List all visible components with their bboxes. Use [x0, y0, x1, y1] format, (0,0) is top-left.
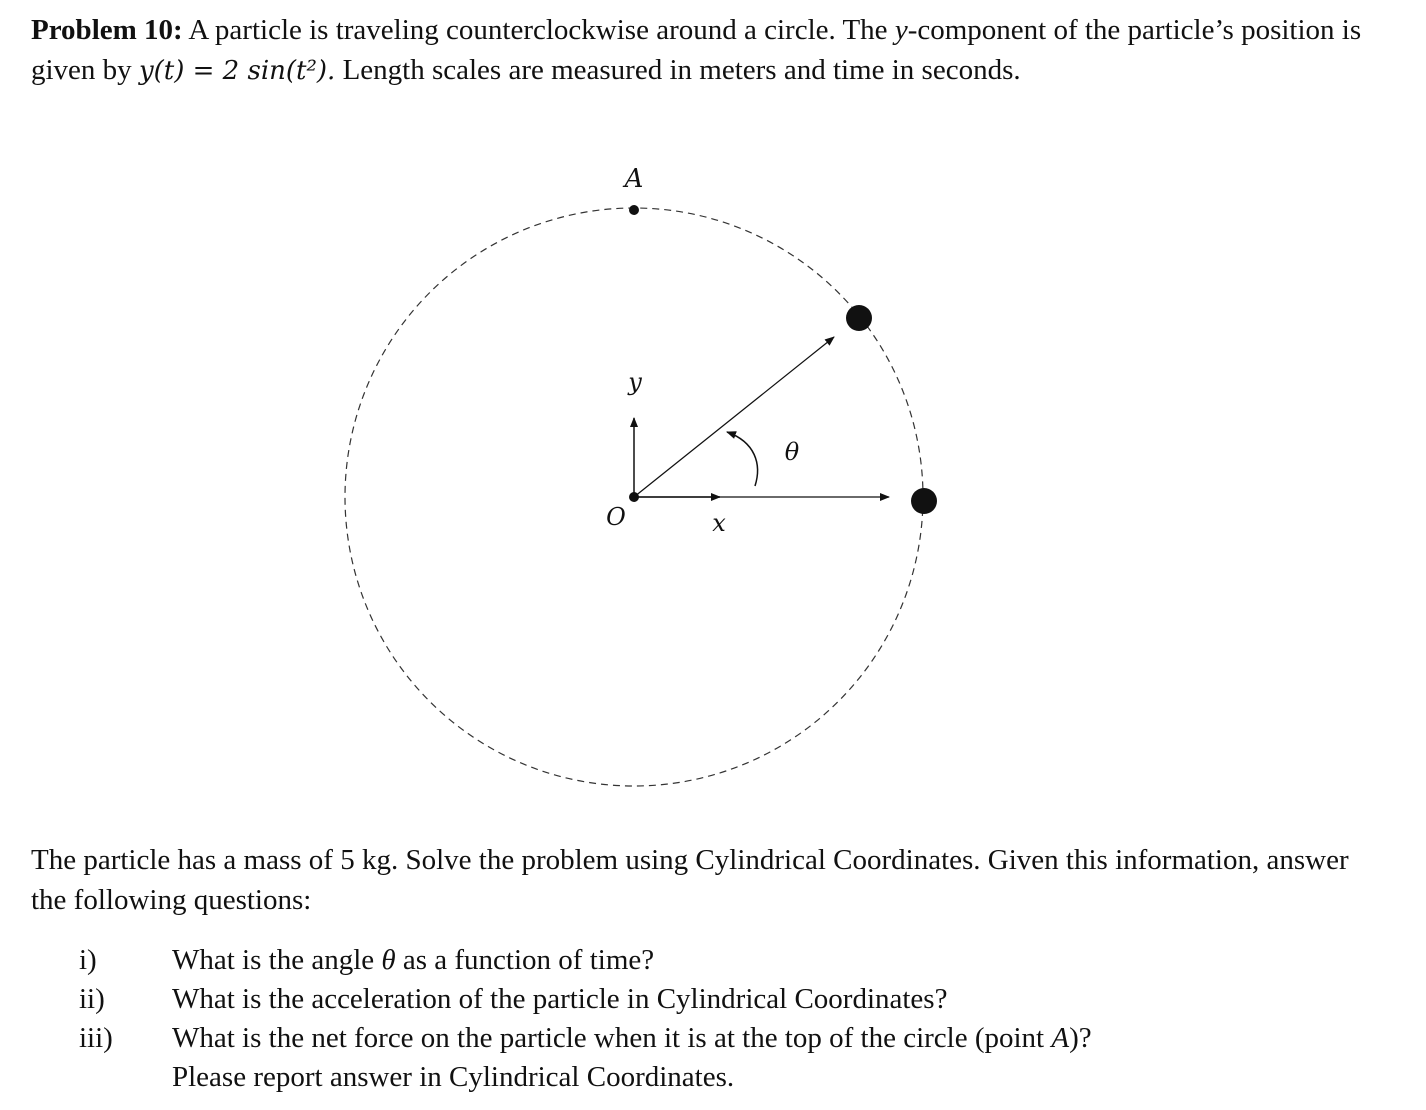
given-information: The particle has a mass of 5 kg. Solve the problem using Cylindrical Coordinates. Given this information, answer the following questions:	[31, 844, 1349, 916]
problem-label: Problem 10:	[31, 14, 183, 46]
point-a-symbol: A	[1051, 1022, 1070, 1054]
theta-symbol: θ	[381, 944, 396, 976]
origin-label: O	[606, 503, 626, 531]
point-a-dot	[629, 205, 639, 215]
angle-label: θ	[784, 438, 800, 466]
question-text-line2: Please report answer in Cylindrical Coordinates.	[172, 1061, 735, 1093]
particle-initial	[911, 488, 937, 514]
question-text: What is the acceleration of the particle in Cylindrical Coordinates?	[172, 983, 948, 1015]
x-axis-label: x	[712, 509, 726, 537]
problem-text-2: -component of the particle’s position is given by	[31, 14, 1362, 86]
problem-text-1: A particle is traveling counterclockwise around a circle. The	[188, 14, 895, 46]
problem-var-y: y	[894, 14, 908, 46]
y-axis-label: y	[628, 368, 642, 396]
question-text: What is the net force on the particle when it is at the top of the circle (point A)? Please report answer in Cylindrical Coordinates.	[172, 1022, 1092, 1093]
particle-current	[846, 305, 872, 331]
position-equation: y(t) = 2 sin(t²).	[138, 55, 336, 86]
position-vector-arrow	[634, 337, 834, 497]
point-a-label: A	[624, 164, 644, 194]
question-number: iii)	[79, 1022, 113, 1054]
question-number: ii)	[79, 983, 105, 1015]
problem-text-3: Length scales are measured in meters and time in seconds.	[335, 53, 1021, 86]
question-text: What is the angle θ as a function of time?	[172, 944, 655, 976]
angle-arc-arrow	[727, 432, 758, 486]
question-number: i)	[79, 944, 97, 976]
